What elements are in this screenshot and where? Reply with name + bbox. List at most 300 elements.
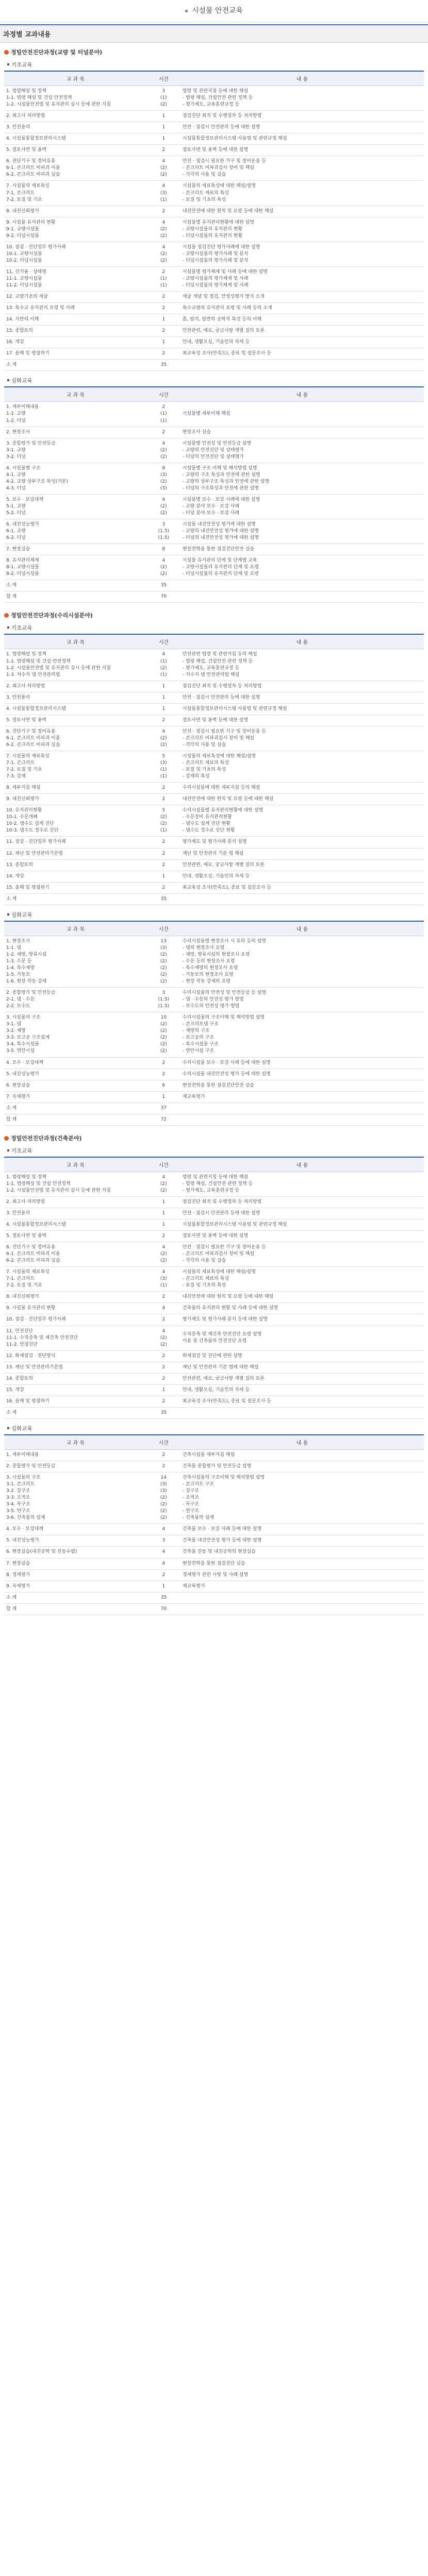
summary-row — [4, 1603, 424, 1615]
hours-line: 14 — [160, 1475, 167, 1481]
subject-line: 소 계 — [6, 1595, 17, 1600]
subject-line: 합 계 — [6, 594, 17, 600]
subject-line: 13. 종합토의 — [6, 862, 33, 868]
square-bullet-icon — [7, 379, 9, 381]
subject-line: 10-1. 교량시설물 — [6, 251, 42, 257]
cell-subject — [4, 326, 147, 337]
subject-line: 3-5. 연구조 — [6, 1509, 30, 1514]
subject-line: 1-6. 현장 작동 강제 — [6, 979, 47, 985]
cell-content — [180, 427, 424, 438]
cell-hours — [147, 580, 180, 591]
hours-line: 1 — [162, 136, 166, 142]
header-hours: 시간 — [147, 387, 180, 402]
hours-line: 2 — [162, 1233, 166, 1239]
table-row — [4, 988, 424, 1012]
cell-content — [180, 1461, 424, 1472]
subject-line: 6-1. 콘크리트 비파괴 이용 — [6, 735, 60, 741]
hours-line: (2) — [160, 565, 167, 570]
cell-hours — [147, 1449, 180, 1461]
cell-hours — [147, 1114, 180, 1125]
subject-line: 13. 재난 및 안전관리기본법 — [6, 1364, 63, 1370]
subject-line: 5. 보수 · 보강대책 — [6, 497, 44, 502]
group-label-text: 심화교육 — [11, 911, 32, 918]
hours-line: (2) — [160, 1188, 167, 1193]
cell-hours — [147, 427, 180, 438]
hours-line: (1) — [160, 411, 167, 417]
table-row — [4, 1581, 424, 1592]
table-row — [4, 326, 424, 337]
header-subject: 교 과 목 — [4, 1435, 147, 1450]
cell-subject — [4, 1535, 147, 1547]
content-line: - 교량 분야 보수 · 보강 사례 — [182, 503, 240, 509]
subject-line: 2. 현장조사 — [6, 429, 30, 435]
subject-line: 8. 경계평가 — [6, 1572, 30, 1578]
cell-content — [180, 1472, 424, 1524]
cell-content — [180, 1103, 424, 1114]
page-header — [0, 0, 428, 22]
header-hours: 시간 — [147, 71, 180, 86]
hours-line: 1 — [162, 125, 166, 130]
content-line: - 제방, 방류시설의 현장조사 요령 — [182, 952, 250, 957]
content-line: 법령 및 관련지침 등에 대한 해설 — [182, 89, 249, 94]
hours-line: 4 — [162, 183, 166, 189]
table-row — [4, 1196, 424, 1208]
content-line: - 현장 작동 강제의 요령 — [182, 979, 231, 985]
cell-content — [180, 726, 424, 751]
cell-subject — [4, 988, 147, 1012]
subject-line: 2-1. 댐 · 수문 — [6, 997, 35, 1003]
subject-line: 16. 올해 및 평점하기 — [6, 1398, 50, 1404]
cell-subject — [4, 181, 147, 206]
cell-hours — [147, 692, 180, 703]
subject-line: 9. 내진신뢰평가 — [6, 796, 39, 802]
cell-subject — [4, 726, 147, 751]
hours-line: 4 — [162, 1174, 166, 1180]
header-content: 내 용 — [180, 921, 424, 936]
cell-content — [180, 402, 424, 427]
table-row — [4, 1012, 424, 1057]
cell-content — [180, 86, 424, 111]
cell-subject — [4, 1373, 147, 1384]
cell-subject — [4, 1558, 147, 1569]
hours-line: 4 — [162, 1527, 166, 1532]
cell-hours — [147, 1208, 180, 1219]
content-line: 시설물별 안전성 및 안전등급 설명 — [182, 440, 252, 446]
cell-hours — [147, 936, 180, 987]
header-content: 내 용 — [180, 1157, 424, 1172]
subject-line: 3-1. 교량 — [6, 447, 26, 453]
subject-line: 3-3. 보고공 구조설계 — [6, 1035, 50, 1041]
subject-line: 11. 안전진단 — [6, 1328, 33, 1334]
summary-row — [4, 893, 424, 905]
hours-line: 37 — [160, 1105, 167, 1111]
cell-subject — [4, 882, 147, 893]
hours-line: 2 — [162, 429, 166, 435]
hours-line: 2 — [162, 328, 166, 334]
content-line: 건축물 진동 및 내진공학의 현장실습 — [182, 1549, 256, 1555]
hours-line: 3 — [162, 522, 166, 528]
cell-hours — [147, 206, 180, 217]
content-line: 재난 및 안전관리 기본 법 해설 — [182, 851, 244, 856]
course-bullet-icon — [4, 1136, 9, 1141]
hours-line: 3 — [162, 89, 166, 94]
cell-content — [180, 1091, 424, 1103]
cell-hours — [147, 1581, 180, 1592]
cell-subject — [4, 360, 147, 371]
cell-content — [180, 692, 424, 703]
cell-hours — [147, 1569, 180, 1581]
content-line: 경계평가 관련 사항 및 사례 설명 — [182, 1572, 249, 1578]
cell-subject — [4, 1384, 147, 1396]
curriculum-table — [4, 386, 424, 603]
cell-subject — [4, 1547, 147, 1558]
table-row — [4, 882, 424, 893]
subject-line: 1-2. 시설물안전법 및 유지관리 실시 등에 관한 지침 — [6, 1188, 111, 1193]
subject-line: 1. 법령해설 및 정책 — [6, 652, 47, 657]
hours-line: 2 — [162, 269, 166, 275]
group-label-text: 심화교육 — [11, 1425, 32, 1432]
cell-content — [180, 326, 424, 337]
content-line: 제교육평가 — [182, 1583, 205, 1589]
subject-line: 16. 개강 — [6, 340, 24, 345]
cell-subject — [4, 348, 147, 360]
subject-line: 1-3. 수문 등 — [6, 958, 32, 964]
subject-line: 6. 진단기구 및 정비유용 — [6, 1245, 56, 1250]
summary-row — [4, 580, 424, 591]
table-body — [4, 936, 424, 1125]
hours-line: 13 — [160, 938, 167, 944]
table-row — [4, 266, 424, 291]
subject-line: 6-1. 콘크리트 비파괴 이용 — [6, 1251, 60, 1257]
subject-line: 10. 점검 · 진단업무 평가사례 — [6, 244, 66, 250]
content-line: - 강구조 — [182, 1488, 200, 1494]
content-line: 건축물 내진안전성 평가 등에 대한 설명 — [182, 1538, 262, 1544]
hours-line: 2 — [162, 1294, 166, 1300]
hours-line: (1) — [160, 197, 167, 202]
hours-line: (3) — [160, 760, 167, 766]
hours-line: (2) — [160, 102, 167, 108]
hours-line: (2) — [160, 1035, 167, 1041]
subject-line: 6. 현장실습 — [6, 1082, 30, 1088]
hours-line: 2 — [162, 306, 166, 311]
cell-subject — [4, 1292, 147, 1303]
cell-content — [180, 936, 424, 987]
content-line: 안전관련, 애로, 궁금사항 개별 질의 토론 — [182, 1376, 265, 1381]
summary-row — [4, 1592, 424, 1603]
hours-line: (3) — [160, 190, 167, 196]
cell-subject — [4, 1242, 147, 1267]
subject-line: 1. 세부이해내용 — [6, 404, 39, 410]
cell-hours — [147, 402, 180, 427]
table-row — [4, 1472, 424, 1524]
cell-content — [180, 859, 424, 871]
content-line: 안전관련 법령 및 관련지침 등의 해설 — [182, 652, 257, 657]
content-line: 시설물 점검진단 평가사례에 대한 설명 — [182, 244, 260, 250]
hours-line: (1) — [160, 828, 167, 834]
hours-line: (1) — [160, 767, 167, 773]
table-row — [4, 242, 424, 266]
subject-line: 6. 진단기구 및 정비유용 — [6, 728, 56, 734]
hours-line: 2 — [162, 294, 166, 300]
cell-hours — [147, 1219, 180, 1231]
table-body — [4, 649, 424, 905]
subject-line: 13. 특수교 유지관리 요령 및 사례 — [6, 306, 75, 311]
table-row — [4, 794, 424, 805]
hours-line: (2) — [160, 735, 167, 741]
table-row — [4, 837, 424, 848]
table-row — [4, 1267, 424, 1292]
table-row — [4, 1303, 424, 1314]
content-line: 절토사면 및 옹벽 등에 대한 설명 — [182, 1233, 249, 1239]
cell-hours — [147, 1172, 180, 1196]
cell-content — [180, 337, 424, 348]
content-line: - 터널의 구조특성과 안전에 관한 설명 — [182, 485, 259, 491]
curriculum-table — [4, 634, 424, 905]
subject-line: 4-2. 교량 상부구조 특성(기본) — [6, 479, 69, 484]
hours-line: 4 — [162, 1561, 166, 1566]
hours-line: 4 — [162, 497, 166, 502]
hours-line: 72 — [160, 1116, 167, 1122]
table-row — [4, 133, 424, 145]
content-line: - 콘크리트 비파괴검사 장비 및 해설 — [182, 735, 255, 741]
content-line: 시설물별 평가체계 및 사례 등에 대한 설명 — [182, 269, 268, 275]
hours-line: 2 — [162, 1376, 166, 1381]
content-line: 수리시설물별 현장조사 시 유의 등의 설명 — [182, 938, 266, 944]
cell-subject — [4, 337, 147, 348]
cell-subject — [4, 1069, 147, 1080]
hours-line: (2) — [160, 742, 167, 748]
hours-line: (3) — [160, 1482, 167, 1487]
table-row — [4, 848, 424, 859]
cell-subject — [4, 805, 147, 837]
cell-subject — [4, 1314, 147, 1326]
cell-content — [180, 1326, 424, 1350]
cell-hours — [147, 314, 180, 326]
subject-line: 12. 재난 및 안전관리기본법 — [6, 851, 63, 856]
cell-subject — [4, 1057, 147, 1069]
hours-line: 35 — [160, 896, 167, 902]
hours-line: 1 — [162, 1222, 166, 1228]
hours-line: (1.5) — [158, 1004, 169, 1009]
subject-line: 11. 점검 · 진단업무 평가사례 — [6, 839, 66, 845]
cell-subject — [4, 1350, 147, 1362]
hours-line: (1) — [160, 95, 167, 101]
cell-subject — [4, 292, 147, 303]
hours-line: 35 — [160, 583, 167, 588]
cell-subject — [4, 936, 147, 987]
hours-line: 2 — [162, 1317, 166, 1323]
subject-line: 1-1. 법령해설 및 건설 안전정책 — [6, 1181, 71, 1187]
hours-line: (1) — [160, 418, 167, 423]
cell-subject — [4, 1592, 147, 1603]
subject-line: 3. 안전윤리 — [6, 1210, 30, 1216]
page-title: 시설물 안전교육 — [0, 0, 428, 22]
cell-subject — [4, 783, 147, 794]
content-line: 안전 · 점검시 필요한 기구 및 장비운용 등 — [182, 728, 266, 734]
cell-content — [180, 292, 424, 303]
hours-line: 2 — [162, 1464, 166, 1469]
content-line: 시설물통합정보관리시스템 사용법 및 관련규정 해설 — [182, 706, 287, 711]
table-row — [4, 1242, 424, 1267]
cell-content — [180, 463, 424, 494]
cell-subject — [4, 1461, 147, 1472]
subject-line: 14. 지반의 이해 — [6, 317, 39, 323]
header-content: 내 용 — [180, 1435, 424, 1450]
content-line: - 보고공의 구조 — [182, 1035, 214, 1041]
hours-line: (3) — [160, 1488, 167, 1494]
subject-line: 11. 선가율 · 상태평 — [6, 269, 46, 275]
cell-content — [180, 1581, 424, 1592]
hours-line: 1 — [162, 1583, 166, 1589]
table-row — [4, 692, 424, 703]
cell-content — [180, 649, 424, 681]
cell-content — [180, 882, 424, 893]
table-row — [4, 859, 424, 871]
cell-subject — [4, 859, 147, 871]
square-bullet-icon — [7, 1149, 9, 1151]
header-content: 내 용 — [180, 71, 424, 86]
content-line: - 토질 및 기초의 특성 — [182, 197, 226, 202]
subject-line: 3-2. 강구조 — [6, 1488, 30, 1494]
subject-line: 10. 점검 · 진단업무 평가사례 — [6, 1317, 66, 1323]
hours-line: (2) — [160, 1022, 167, 1027]
content-line: 시설물의 재료특성에 대한 해설/설명 — [182, 754, 256, 759]
cell-content — [180, 1196, 424, 1208]
hours-line: 2 — [162, 147, 166, 153]
header-subject: 교 과 목 — [4, 1157, 147, 1172]
cell-subject — [4, 494, 147, 519]
content-line: 수리시설물의 안전성 및 안전등급 등 설명 — [182, 990, 266, 996]
hours-line: 4 — [162, 219, 166, 225]
hours-line: 8 — [162, 465, 166, 471]
subject-line: 1-3. 저수지 댐 안전관리법 — [6, 672, 60, 677]
hours-line: (2) — [160, 1502, 167, 1507]
table-row — [4, 337, 424, 348]
cell-content — [180, 591, 424, 603]
cell-subject — [4, 402, 147, 427]
cell-content — [180, 703, 424, 715]
cell-hours — [147, 145, 180, 156]
cell-subject — [4, 314, 147, 326]
content-line: 절토사면 및 옹벽 등에 대한 설명 — [182, 147, 249, 153]
group-label — [4, 909, 424, 921]
cell-content — [180, 871, 424, 882]
hours-line: (3) — [160, 485, 167, 491]
content-line: 특수교량의 유지관리 요령 및 사례 등의 소개 — [182, 306, 272, 311]
content-line: - 연안시설 구조 — [182, 1048, 214, 1054]
cell-hours — [147, 86, 180, 111]
subject-line: 5-2. 터널 — [6, 511, 26, 516]
curriculum-table — [4, 1434, 424, 1615]
table-row — [4, 1547, 424, 1558]
table-row — [4, 1172, 424, 1196]
header-content: 내 용 — [180, 387, 424, 402]
table-row — [4, 1558, 424, 1569]
summary-row — [4, 1103, 424, 1114]
cell-content — [180, 1592, 424, 1603]
hours-line: (2) — [160, 233, 167, 239]
subject-line: 5-1. 교량 — [6, 503, 26, 509]
subject-line: 4. 시설물별 구조 — [6, 465, 41, 471]
hours-line: 1 — [162, 1387, 166, 1393]
cell-content — [180, 1208, 424, 1219]
cell-hours — [147, 715, 180, 726]
content-line: 점검진단 최적 및 수행절차 등 처리방법 — [182, 113, 262, 119]
cell-subject — [4, 649, 147, 681]
subject-line: 2. 최고사 처리방법 — [6, 1199, 45, 1205]
content-line: - 교량시설물의 평가체계 및 사례 — [182, 276, 249, 281]
hours-line: 8 — [162, 547, 166, 552]
header-content: 내 용 — [180, 634, 424, 649]
cell-content — [180, 1267, 424, 1292]
content-line: 안전 · 점검시 필요한 기구 및 장비운용 등 — [182, 159, 266, 164]
hours-line: (2) — [160, 958, 167, 964]
cell-subject — [4, 591, 147, 603]
content-line: - 교량의 안전진단 및 상태평가 — [182, 447, 244, 453]
header-subject: 교 과 목 — [4, 921, 147, 936]
cell-hours — [147, 303, 180, 314]
hours-line: (2) — [160, 1495, 167, 1501]
content-line: 안내, 생활오실, 기술인의 자세 등 — [182, 873, 250, 879]
table-row — [4, 1569, 424, 1581]
content-line: - 교량시설물의 유지관리 단계 및 요령 — [182, 565, 259, 570]
cell-hours — [147, 649, 180, 681]
subject-line: 소 계 — [6, 362, 17, 368]
cell-content — [180, 805, 424, 837]
subject-line: 소 계 — [6, 1410, 17, 1415]
hours-line: 2 — [162, 851, 166, 856]
cell-content — [180, 1012, 424, 1057]
group-label — [4, 1423, 424, 1434]
subject-line: 7-1. 콘크리트 — [6, 1276, 35, 1282]
course-block — [4, 609, 424, 1125]
hours-line: (2) — [160, 1181, 167, 1187]
cell-content — [180, 181, 424, 206]
content-line: - 법령 해설, 건설안전 관련 정책 등 — [182, 658, 253, 664]
content-line: - 콘크리트 구조 — [182, 1482, 214, 1487]
group-label — [4, 59, 424, 71]
hours-line: (3) — [160, 472, 167, 478]
content-line: 시설물별 보수 · 보강 사례에 대한 설명 — [182, 497, 260, 502]
cell-subject — [4, 580, 147, 591]
cell-hours — [147, 217, 180, 242]
subject-line: 4. 시설물통합정보관리시스템 — [6, 1222, 66, 1228]
content-line: 수리시설물의 구조이해 및 해석방법 설명 — [182, 1015, 265, 1021]
subject-line: 5. 내진성능평가 — [6, 1071, 39, 1077]
cell-hours — [147, 1547, 180, 1558]
course-bullet-icon — [4, 613, 9, 618]
cell-subject — [4, 893, 147, 905]
cell-hours — [147, 1461, 180, 1472]
subject-line: 17. 올해 및 평점하기 — [6, 351, 50, 357]
hours-line: (2) — [160, 251, 167, 257]
cell-hours — [147, 292, 180, 303]
hours-line: 10 — [160, 1015, 167, 1021]
header-row — [4, 71, 424, 86]
table-row — [4, 751, 424, 783]
content-line: 안내, 생활오실, 기술인의 자세 등 — [182, 340, 250, 345]
table-row — [4, 555, 424, 580]
content-line: - 평가제도, 교육훈련규정 등 — [182, 665, 240, 671]
hours-line: 2 — [162, 1572, 166, 1578]
subject-line: 11-1. 교량시설물 — [6, 276, 42, 281]
hours-line: 5 — [162, 808, 166, 814]
summary-row — [4, 1407, 424, 1418]
cell-content — [180, 1231, 424, 1242]
hours-line: (2) — [160, 454, 167, 460]
content-line: - 콘크리트 비파괴검사 장비 및 해설 — [182, 1251, 255, 1257]
cell-content — [180, 217, 424, 242]
